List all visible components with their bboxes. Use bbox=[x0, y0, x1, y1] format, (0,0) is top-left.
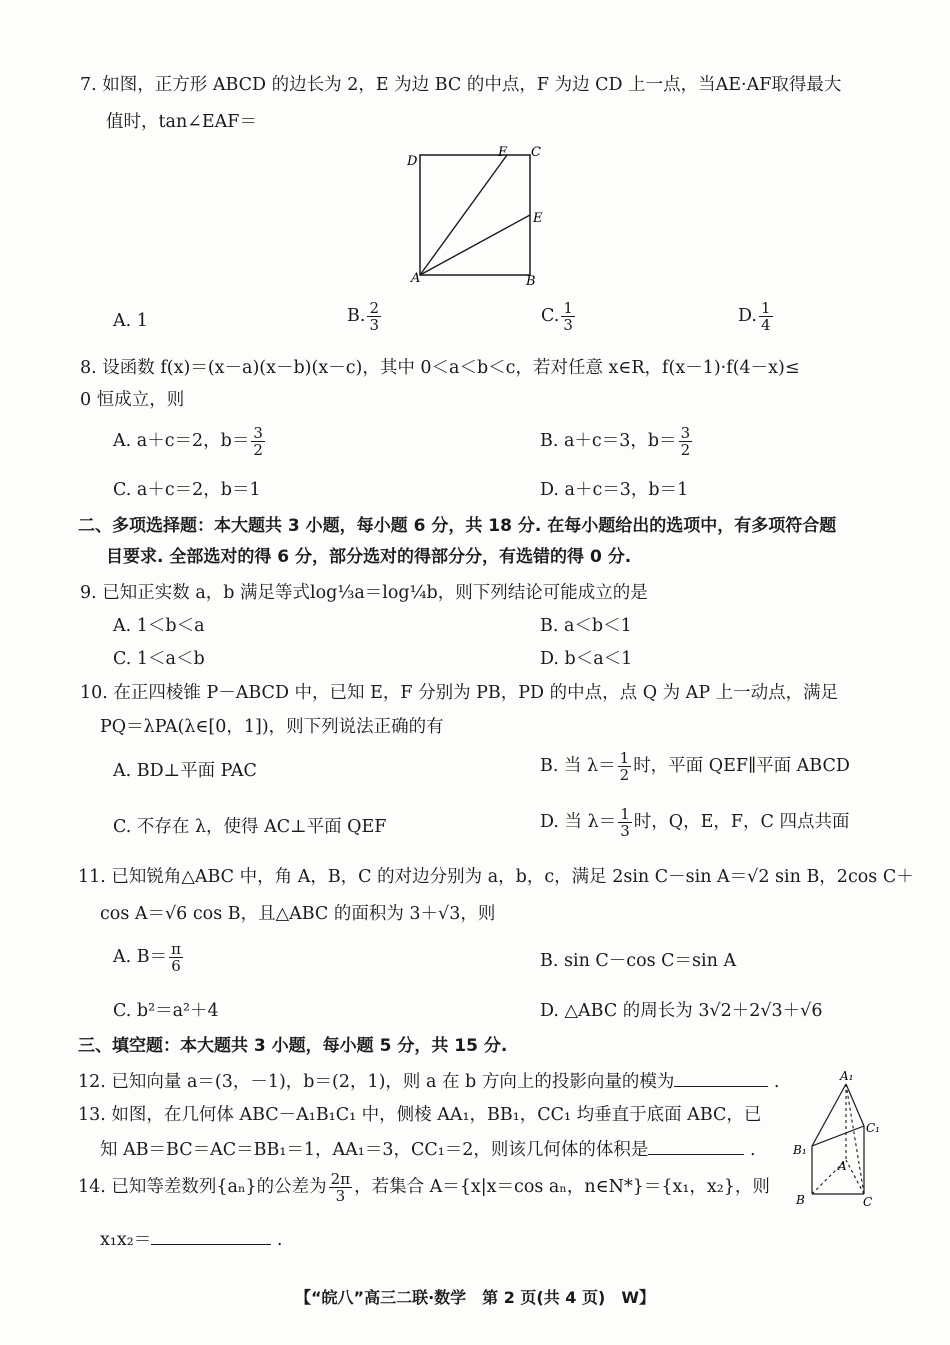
q12-answer-blank[interactable] bbox=[674, 1070, 768, 1087]
q10-option-a: A. BD⊥平面 PAC bbox=[113, 761, 257, 781]
label-c: C bbox=[531, 145, 541, 160]
q7-line1: 7. 如图，正方形 ABCD 的边长为 2，E 为边 BC 的中点，F 为边 CD 上一点，当AE·AF取得最大 bbox=[80, 75, 842, 95]
q11-option-d: D. △ABC 的周长为 3√2＋2√3＋√6 bbox=[540, 1001, 823, 1021]
label-b: B bbox=[796, 1193, 805, 1207]
q11-option-a: A. B＝ $\frac{\pi}{6}$ bbox=[113, 940, 181, 975]
prism-figure bbox=[790, 1068, 890, 1214]
q7-line2: 值时，tan∠EAF＝ bbox=[106, 112, 257, 132]
label-f: F bbox=[498, 145, 508, 160]
q10-option-b: B. 当 λ＝ $\frac{1}{2}$ 时，平面 QEF∥平面 ABCD bbox=[540, 749, 850, 784]
q8-option-a: A. a＋c＝2，b＝ $\frac{3}{2}$ bbox=[113, 424, 263, 459]
label-a1: A₁ bbox=[840, 1069, 854, 1083]
q8-option-c: C. a＋c＝2，b＝1 bbox=[113, 480, 261, 500]
section3-heading: 三、填空题：本大题共 3 小题，每小题 5 分，共 15 分. bbox=[78, 1036, 508, 1056]
q14-line2: x₁x₂＝ . bbox=[100, 1230, 283, 1250]
section2-heading-line2: 目要求. 全部选对的得 6 分，部分选对的得部分分，有选错的得 0 分. bbox=[106, 547, 632, 567]
q14-answer-blank[interactable] bbox=[151, 1228, 271, 1245]
q11-option-c: C. b²＝a²＋4 bbox=[113, 1001, 219, 1021]
q12-line1: 12. 已知向量 a＝(3，－1)，b＝(2，1)，则 a 在 b 方向上的投影向量的模为 . bbox=[78, 1072, 780, 1092]
q8-option-d: D. a＋c＝3，b＝1 bbox=[540, 480, 689, 500]
q10-option-c: C. 不存在 λ，使得 AC⊥平面 QEF bbox=[113, 817, 387, 837]
q7-option-a: A. 1 bbox=[113, 311, 148, 331]
q8-line2: 0 恒成立，则 bbox=[80, 390, 185, 410]
q11-line2: cos A＝√6 cos B，且△ABC 的面积为 3＋√3，则 bbox=[100, 904, 496, 924]
label-e: E bbox=[533, 211, 543, 226]
q9-option-d: D. b＜a＜1 bbox=[540, 649, 633, 669]
square-figure bbox=[400, 143, 560, 293]
q7-option-b: B. $\frac{2}{3}$ bbox=[347, 299, 379, 334]
label-b1: B₁ bbox=[793, 1143, 807, 1157]
page-footer: 【“皖八”高三二联·数学 第 2 页(共 4 页) W】 bbox=[295, 1288, 655, 1307]
q9-option-b: B. a＜b＜1 bbox=[540, 616, 632, 636]
q7-option-c: C. $\frac{1}{3}$ bbox=[541, 299, 573, 334]
q9-option-a: A. 1＜b＜a bbox=[113, 616, 205, 636]
q8-option-b: B. a＋c＝3，b＝ $\frac{3}{2}$ bbox=[540, 424, 691, 459]
q13-line1: 13. 如图，在几何体 ABC－A₁B₁C₁ 中，侧棱 AA₁，BB₁，CC₁ 均垂直于底面 ABC，已 bbox=[78, 1105, 762, 1125]
q10-option-d: D. 当 λ＝ $\frac{1}{3}$ 时，Q，E，F，C 四点共面 bbox=[540, 805, 850, 840]
q10-line2: PQ＝λPA(λ∈[0，1])，则下列说法正确的有 bbox=[100, 717, 444, 737]
q14-line1: 14. 已知等差数列{aₙ}的公差为 $\frac{2\pi}{3}$ ，若集合 A＝{x|x＝cos aₙ，n∈N*}＝{x₁，x₂}，则 bbox=[78, 1170, 770, 1205]
q11-option-b: B. sin C－cos C＝sin A bbox=[540, 951, 737, 971]
label-c: C bbox=[863, 1195, 873, 1209]
section2-heading-line1: 二、多项选择题：本大题共 3 小题，每小题 6 分，共 18 分. 在每小题给出的选项中，有多项符合题 bbox=[78, 516, 837, 536]
q9-option-c: C. 1＜a＜b bbox=[113, 649, 205, 669]
q11-line1: 11. 已知锐角△ABC 中，角 A，B，C 的对边分别为 a，b，c，满足 2sin C－sin A＝√2 sin B，2cos C＋ bbox=[78, 867, 914, 887]
q9-line1: 9. 已知正实数 a，b 满足等式log⅓a＝log¼b，则下列结论可能成立的是 bbox=[80, 583, 648, 603]
q10-line1: 10. 在正四棱锥 P－ABCD 中，已知 E，F 分别为 PB，PD 的中点，点 Q 为 AP 上一动点，满足 bbox=[80, 683, 839, 703]
q8-line1: 8. 设函数 f(x)＝(x－a)(x－b)(x－c)，其中 0＜a＜b＜c，若对任意 x∈R，f(x－1)·f(4－x)≤ bbox=[80, 358, 800, 378]
label-b: B bbox=[526, 274, 536, 289]
q7-option-d: D. $\frac{1}{4}$ bbox=[738, 299, 771, 334]
label-c1: C₁ bbox=[866, 1121, 880, 1135]
label-d: D bbox=[407, 154, 418, 169]
q13-line2: 知 AB＝BC＝AC＝BB₁＝1，AA₁＝3，CC₁＝2，则该几何体的体积是 . bbox=[100, 1140, 756, 1160]
label-a: A bbox=[838, 1159, 847, 1173]
label-a: A bbox=[411, 271, 421, 286]
q13-answer-blank[interactable] bbox=[648, 1138, 744, 1155]
